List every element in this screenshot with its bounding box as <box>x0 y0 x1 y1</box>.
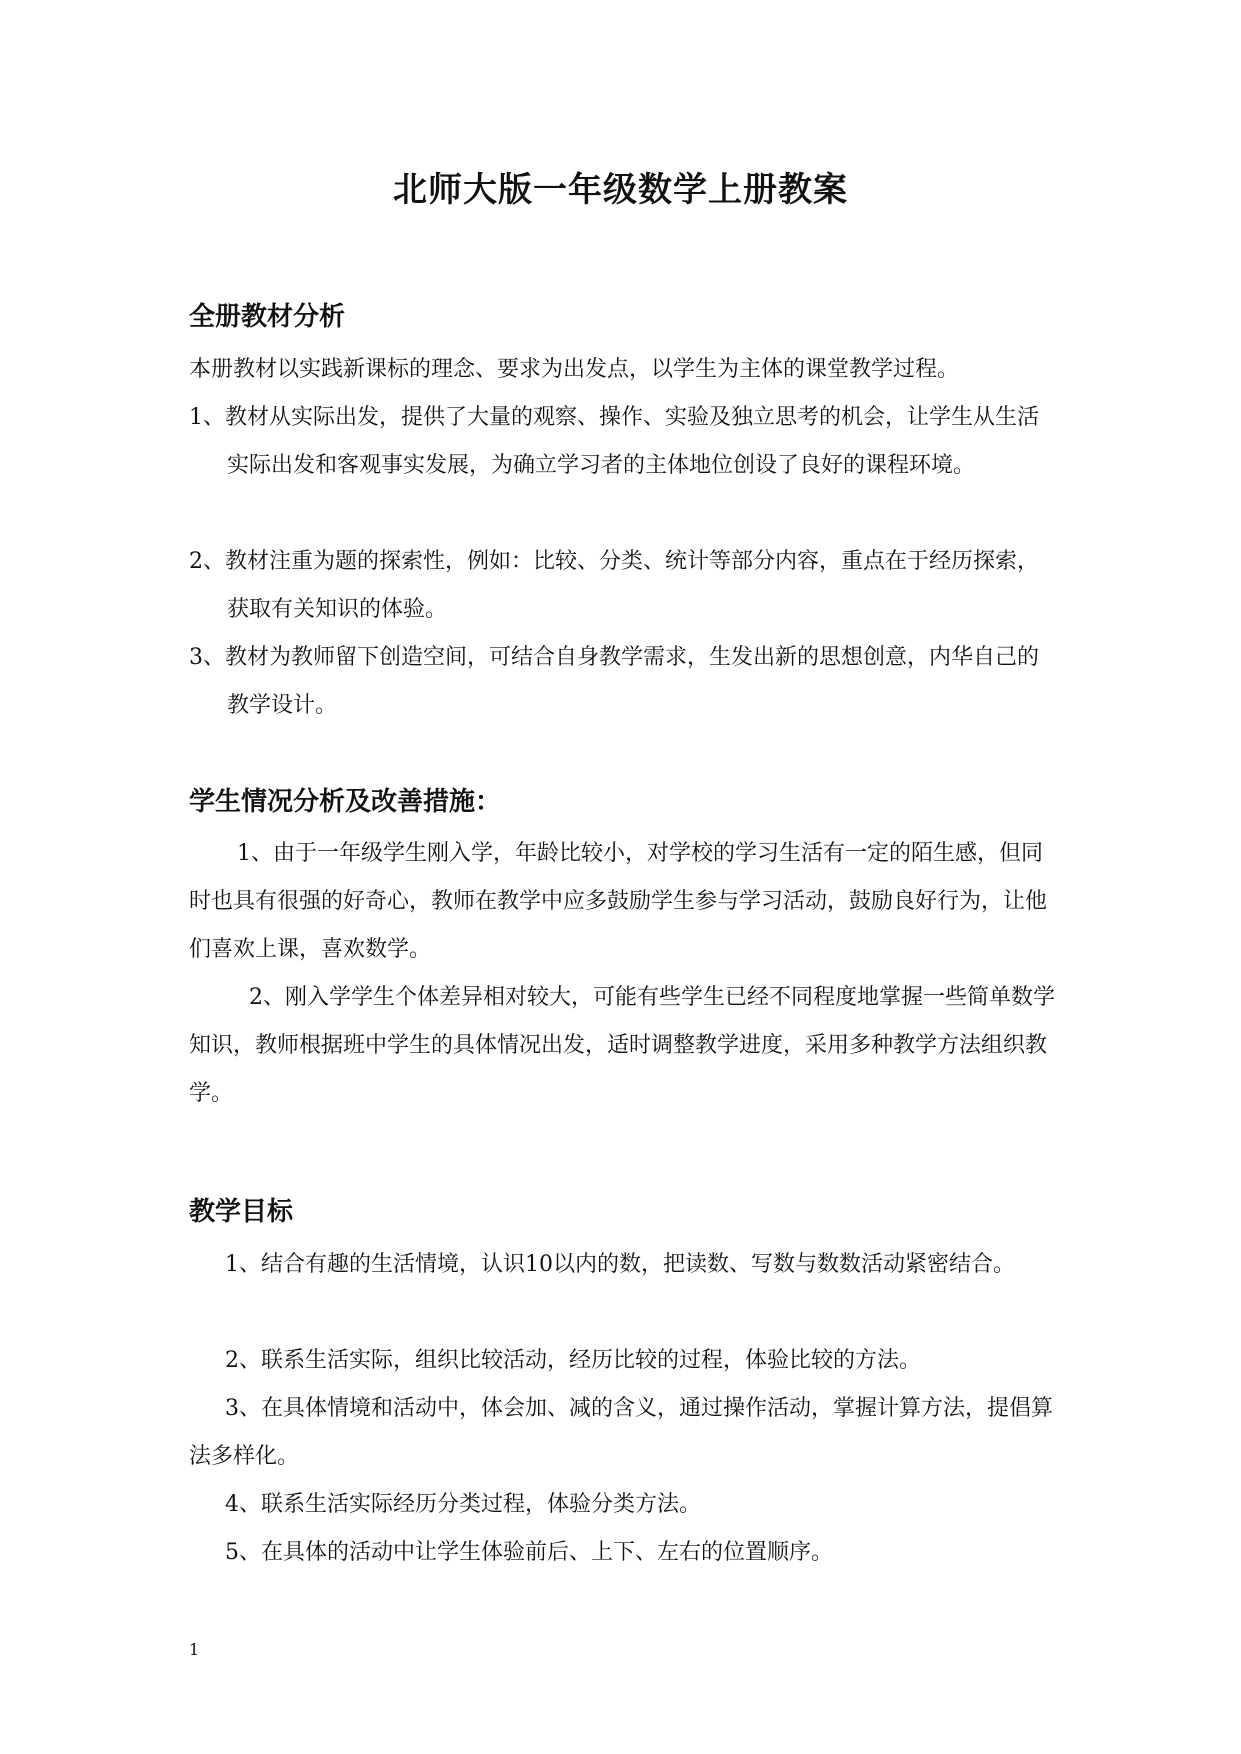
section-heading-analysis: 全册教材分析 <box>189 302 346 332</box>
students-paragraph-2: 2、刚入学学生个体差异相对较大，可能有些学生已经不同程度地掌握一些简单数学知识，教师根据班中学生的具体情况出发，适时调整教学进度，采用多种教学方法组织教学。 <box>189 985 1055 1106</box>
page-number: 1 <box>189 1640 200 1659</box>
section-heading-goals: 教学目标 <box>189 1197 294 1227</box>
goals-item-1: 1、结合有趣的生活情境，认识10以内的数，把读数、写数与数数活动紧密结合。 <box>225 1252 1015 1277</box>
analysis-item-1: 1、教材从实际出发，提供了大量的观察、操作、实验及独立思考的机会，让学生从生活实际出发和客观事实发展，为确立学习者的主体地位创设了良好的课程环境。 <box>189 405 1039 478</box>
goals-item-4: 4、联系生活实际经历分类过程，体验分类方法。 <box>225 1492 701 1517</box>
document-title: 北师大版一年级数学上册教案 <box>393 170 848 210</box>
goals-item-2: 2、联系生活实际，组织比较活动，经历比较的过程，体验比较的方法。 <box>225 1348 921 1373</box>
students-paragraph-1: 1、由于一年级学生刚入学，年龄比较小，对学校的学习生活有一定的陌生感，但同时也具有很强的好奇心，教师在教学中应多鼓励学生参与学习活动，鼓励良好行为，让他们喜欢上课，喜欢数学。 <box>189 841 1048 962</box>
analysis-intro: 本册教材以实践新课标的理念、要求为出发点，以学生为主体的课堂教学过程。 <box>189 357 960 382</box>
analysis-item-2: 2、教材注重为题的探索性，例如：比较、分类、统计等部分内容，重点在于经历探索，获取有关知识的体验。 <box>189 549 1039 622</box>
goals-item-3: 3、在具体情境和活动中，体会加、减的含义，通过操作活动，掌握计算方法，提倡算法多样化。 <box>189 1396 1053 1469</box>
goals-item-5: 5、在具体的活动中让学生体验前后、上下、左右的位置顺序。 <box>225 1540 833 1565</box>
analysis-item-3: 3、教材为教师留下创造空间，可结合自身教学需求，生发出新的思想创意，内华自己的教学设计。 <box>189 645 1039 718</box>
section-heading-students: 学生情况分析及改善措施： <box>189 787 502 817</box>
